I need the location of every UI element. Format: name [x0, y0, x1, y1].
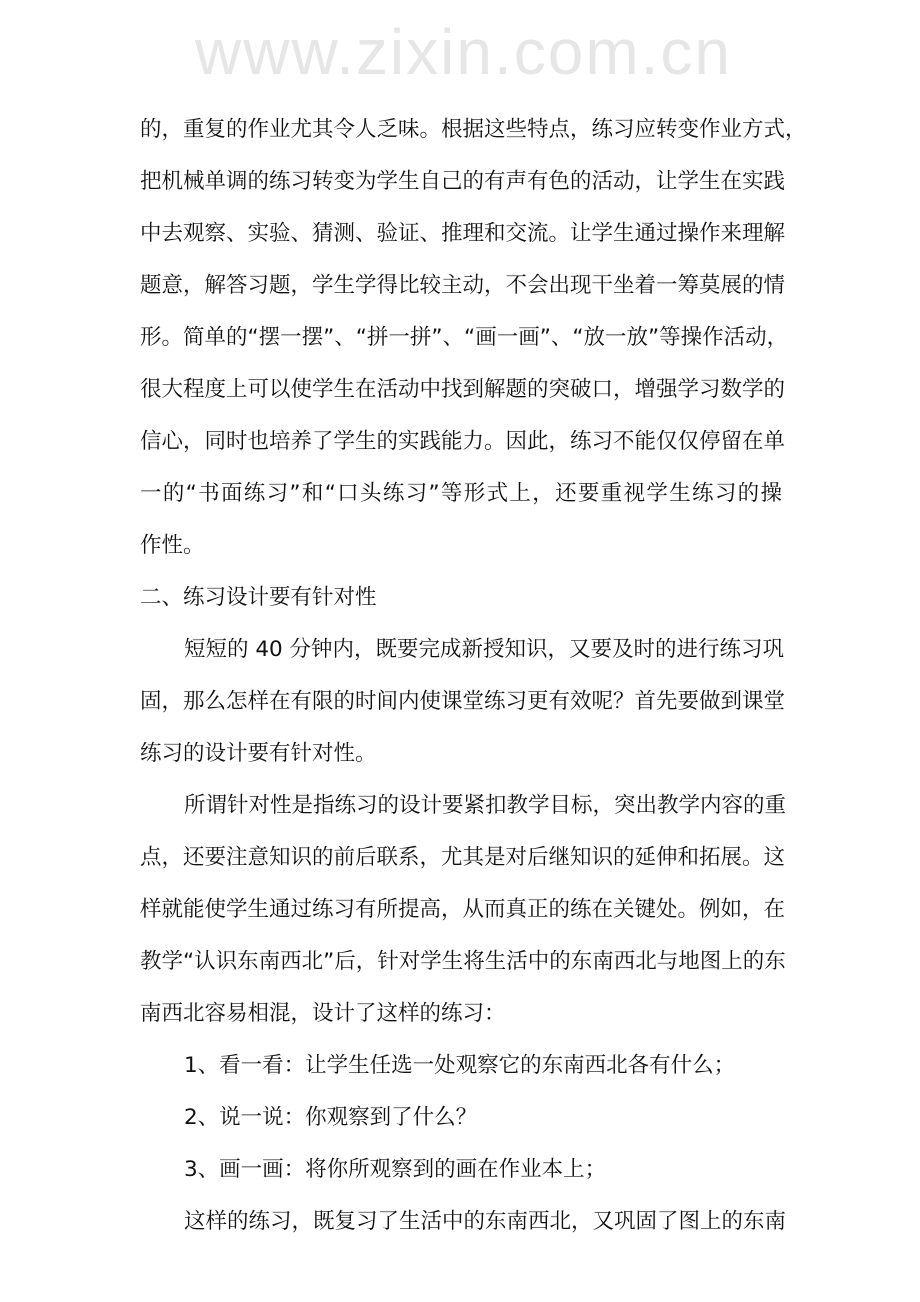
paragraph-line: 教学“认识东南西北”后，针对学生将生活中的东南西北与地图上的东	[140, 949, 786, 974]
paragraph-line: 所谓针对性是指练习的设计要紧扣教学目标，突出教学内容的重	[184, 793, 787, 818]
paragraph-line: 题意，解答习题，学生学得比较主动，不会出现干坐着一筹莫展的情	[140, 273, 786, 298]
list-item: 2、说一说：你观察到了什么？	[184, 1105, 478, 1130]
paragraph-line: 的，重复的作业尤其令人乏味。根据这些特点，练习应转变作业方式，	[140, 117, 807, 142]
list-item: 3、画一画：将你所观察到的画在作业本上；	[184, 1157, 607, 1182]
paragraph-line: 样就能使学生通过练习有所提高，从而真正的练在关键处。例如，在	[140, 897, 786, 922]
paragraph-line: 点，还要注意知识的前后联系，尤其是对后继知识的延伸和拓展。这	[140, 845, 786, 870]
paragraph-line: 把机械单调的练习转变为学生自己的有声有色的活动，让学生在实践	[140, 169, 786, 194]
paragraph-line: 信心，同时也培养了学生的实践能力。因此，练习不能仅仅停留在单	[140, 429, 786, 454]
paragraph-line: 很大程度上可以使学生在活动中找到解题的突破口，增强学习数学的	[140, 377, 786, 402]
paragraph-line: 这样的练习，既复习了生活中的东南西北，又巩固了图上的东南	[184, 1209, 787, 1234]
paragraph-line: 一的“书面练习”和“口头练习”等形式上，还要重视学生练习的操	[140, 481, 782, 506]
section-heading: 二、练习设计要有针对性	[140, 585, 377, 610]
list-item: 1、看一看：让学生任选一处观察它的东南西北各有什么；	[184, 1053, 736, 1078]
paragraph-line: 南西北容易相混，设计了这样的练习：	[140, 1001, 506, 1026]
paragraph-line: 作性。	[140, 533, 205, 558]
paragraph-line: 练习的设计要有针对性。	[140, 741, 377, 766]
watermark: www.zixin.com.cn	[195, 16, 732, 88]
paragraph-line: 中去观察、实验、猜测、验证、推理和交流。让学生通过操作来理解	[140, 221, 786, 246]
paragraph-line: 形。简单的“摆一摆”、“拼一拼”、“画一画”、“放一放”等操作活动，	[140, 325, 789, 350]
paragraph-line: 短短的 40 分钟内，既要完成新授知识，又要及时的进行练习巩	[184, 637, 785, 662]
paragraph-line: 固，那么怎样在有限的时间内使课堂练习更有效呢？首先要做到课堂	[140, 689, 786, 714]
document-page	[140, 104, 807, 1248]
